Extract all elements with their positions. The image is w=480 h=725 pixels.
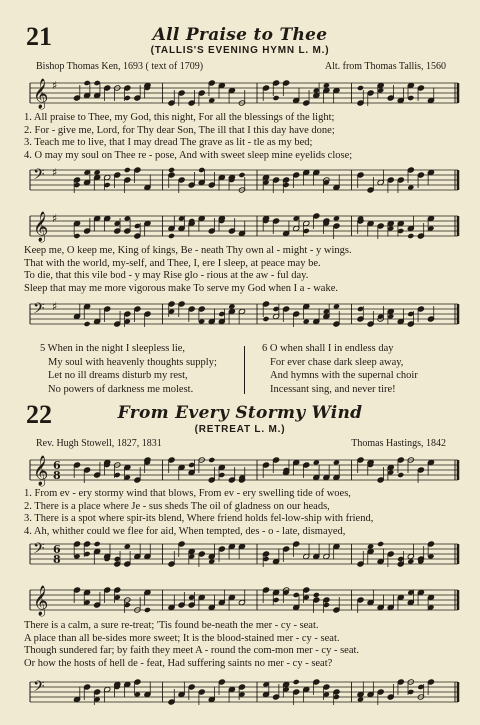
- lyric-line: There is a calm, a sure re-treat; 'Tis found be-neath the mer - cy - seat.: [24, 620, 319, 631]
- svg-text:𝄞: 𝄞: [33, 212, 49, 242]
- svg-text:𝄢: 𝄢: [33, 540, 45, 561]
- stanza-line: And hymns with the supernal choir: [270, 370, 418, 381]
- music-staff: [28, 208, 460, 244]
- stanza-line: My soul with heavenly thoughts supply;: [48, 356, 217, 368]
- lyric-line: Or how the hosts of hell de - feat, Had suffering saints no mer - cy - seat?: [24, 657, 333, 669]
- author-credit: Rev. Hugh Stowell, 1827, 1831: [36, 438, 162, 449]
- music-staff: [28, 674, 460, 710]
- lyric-line: 2. There is a place where Je - sus sheds The oil of gladness on our heads,: [24, 500, 330, 512]
- music-staff: [28, 75, 460, 111]
- lyric-line: Though sundered far; by faith they meet A - round the com-mon mer - cy - seat.: [24, 645, 360, 656]
- lyrics-block: [24, 488, 454, 538]
- hymn-number: 22: [26, 400, 52, 429]
- svg-text:𝄞: 𝄞: [33, 79, 49, 109]
- music-staff: [28, 162, 460, 198]
- stanza-line: Incessant sing, and never tire!: [270, 383, 396, 395]
- stanza-line: For ever chase dark sleep away,: [270, 356, 404, 368]
- lyrics-block: [24, 245, 454, 295]
- svg-text:8: 8: [53, 469, 61, 482]
- lyric-line: 2. For - give me, Lord, for Thy dear Son, The ill that I this day have done;: [24, 124, 335, 136]
- lyric-line: Sleep that may me more vigorous make To serve my God when I a - wake.: [24, 282, 338, 294]
- author-credit: Bishop Thomas Ken, 1693 ( text of 1709): [36, 61, 204, 72]
- svg-text:𝄢: 𝄢: [33, 678, 45, 699]
- hymn-title: All Praise to Thee: [152, 25, 328, 45]
- lyric-line: 3. Teach me to live, that I may dread The grave as lit - tle as my bed;: [24, 137, 313, 148]
- music-staff: [28, 536, 460, 572]
- stanza-divider: [244, 346, 245, 394]
- svg-text:8: 8: [53, 553, 61, 566]
- svg-text:𝄢: 𝄢: [33, 166, 45, 187]
- svg-text:♯: ♯: [52, 212, 58, 225]
- lyric-line: To die, that this vile bod - y may Rise glo - rious at the aw - ful day.: [24, 270, 309, 281]
- lyric-line: 1. All praise to Thee, my God, this night, For all the blessings of the light;: [24, 112, 335, 123]
- stanza-line: 5 When in the night I sleepless lie,: [40, 343, 186, 354]
- lyric-line: That with the world, my-self, and Thee, I, ere I sleep, at peace may be.: [24, 257, 321, 269]
- tune-name: (RETREAT L. M.): [194, 424, 286, 435]
- lyric-line: 4. Ah, whither could we flee for aid, When tempted, des - o - late, dismayed,: [24, 525, 346, 537]
- music-staff: [28, 582, 460, 618]
- svg-text:6: 6: [53, 543, 61, 556]
- lyric-line: 4. O may my soul on Thee re - pose, And with sweet sleep mine eyelids close;: [24, 149, 353, 161]
- lyrics-block: [24, 112, 454, 162]
- hymn-title: From Every Stormy Wind: [117, 403, 363, 423]
- svg-text:6: 6: [53, 459, 61, 472]
- stanza-6: [262, 342, 418, 396]
- svg-text:𝄞: 𝄞: [33, 586, 49, 616]
- lyrics-block: [24, 620, 454, 670]
- stanza-line: No powers of darkness me molest.: [48, 383, 194, 395]
- svg-text:♯: ♯: [52, 300, 58, 313]
- composer-credit: Alt. from Thomas Tallis, 1560: [324, 61, 446, 72]
- stanza-line: Let no ill dreams disturb my rest,: [48, 370, 188, 381]
- stanza-line: 6 O when shall I in endless day: [262, 343, 394, 354]
- svg-text:𝄢: 𝄢: [33, 300, 45, 321]
- composer-credit: Thomas Hastings, 1842: [351, 438, 446, 449]
- svg-text:♯: ♯: [52, 79, 58, 92]
- hymn-number: 21: [26, 22, 52, 51]
- svg-text:♯: ♯: [52, 166, 58, 179]
- lyric-line: Keep me, O keep me, King of kings, Be - neath Thy own al - might - y wings.: [24, 245, 352, 256]
- lyric-line: 3. There is a spot where spir-its blend, Where friend holds fel-low-ship with friend,: [24, 513, 374, 524]
- lyric-line: 1. From ev - ery stormy wind that blows, From ev - ery swelling tide of woes,: [24, 488, 351, 499]
- lyric-line: A place than all be-sides more sweet; It is the blood-stained mer - cy - seat.: [24, 632, 340, 644]
- svg-text:𝄞: 𝄞: [33, 456, 49, 486]
- music-staff: [28, 452, 460, 488]
- tune-name: (TALLIS'S EVENING HYMN L. M.): [150, 45, 330, 56]
- stanza-5: [40, 342, 217, 396]
- music-staff: [28, 296, 460, 332]
